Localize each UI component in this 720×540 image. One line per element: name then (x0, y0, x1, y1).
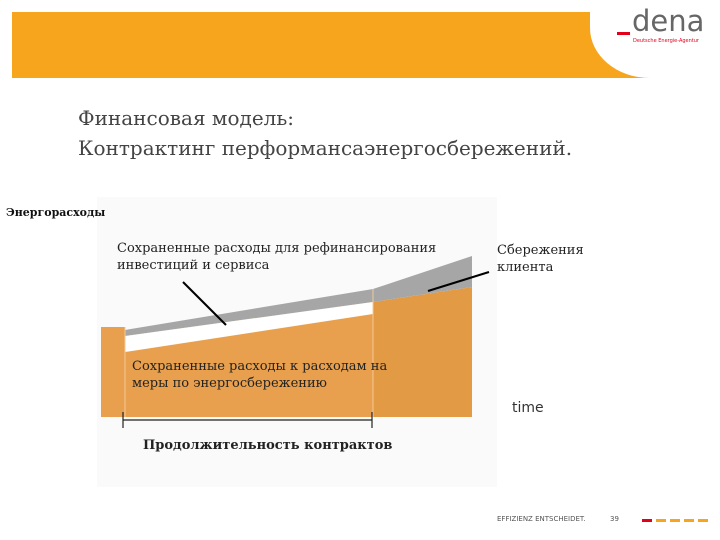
footer-dash-orange-3 (684, 519, 694, 522)
client-savings-label: Сбережения клиента (497, 243, 584, 275)
x-axis-label: time (512, 400, 544, 416)
contract-duration-label: Продолжительность контрактов (143, 438, 393, 453)
refinancing-label: Сохраненные расходы для рефинансирования инвестиций и сервиса (117, 241, 437, 273)
footer-dash-orange-4 (698, 519, 708, 522)
y-axis-label: Энергорасходы (6, 206, 106, 219)
page-number: 39 (610, 515, 619, 523)
baseline-cost-bar (101, 327, 125, 417)
footer-dash-orange-2 (670, 519, 680, 522)
footer-dash-orange-1 (656, 519, 666, 522)
slide-title-line-2: Контрактинг перформансаэнергосбережений. (78, 136, 573, 160)
post-contract-cost-area (373, 287, 472, 417)
dena-logo: dena (632, 4, 705, 38)
footer-dash-red (642, 519, 652, 522)
footer-slogan: EFFIZIENZ ENTSCHEIDET. (497, 515, 586, 523)
logo-subtitle: Deutsche Energie-Agentur (633, 38, 699, 44)
measures-label: Сохраненные расходы к расходам на меры по энергосбережению (132, 359, 388, 391)
slide-title-line-1: Финансовая модель: (78, 106, 294, 130)
